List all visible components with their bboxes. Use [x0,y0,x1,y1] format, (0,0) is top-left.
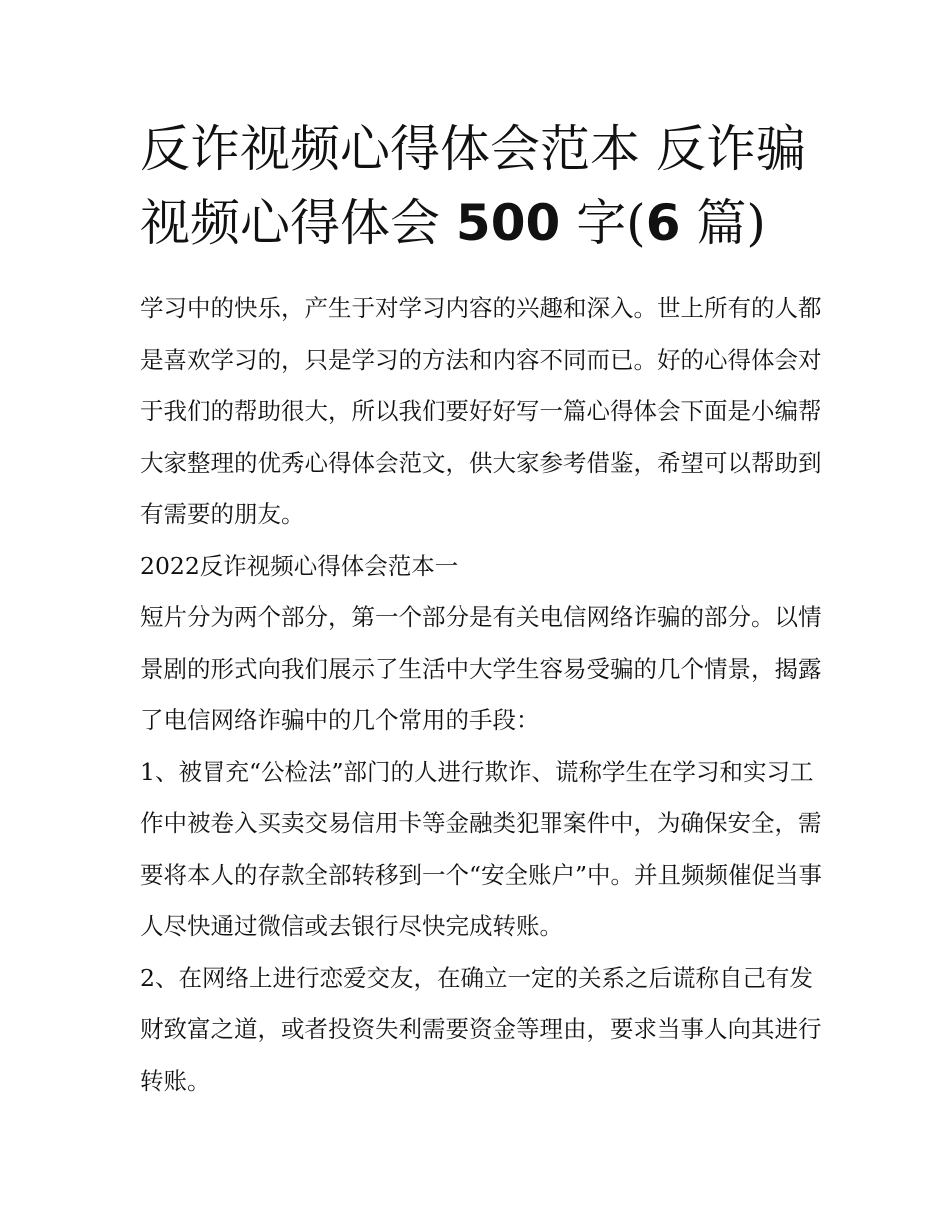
document-body [140,283,830,1107]
title-text-part3: 篇) [696,194,766,252]
title-number-500: 500 [455,194,561,252]
list-item-2: 2、在网络上进行恋爱交友，在确立一定的关系之后谎称自己有发财致富之道，或者投资失利需要资金等理由，要求当事人向其进行转账。 [140,963,822,1095]
title-number-6: 6 [645,194,681,252]
section-heading: 2022反诈视频心得体会范本一 [140,551,459,580]
paragraph-1: 短片分为两个部分，第一个部分是有关电信网络诈骗的部分。以情景剧的形式向我们展示了生活中大学生容易受骗的几个情景，揭露了电信网络诈骗中的几个常用的手段： [140,603,822,734]
document-title [140,112,820,260]
list-item-1: 1、被冒充“公检法”部门的人进行欺诈、谎称学生在学习和实习工作中被卷入买卖交易信用卡等金融类犯罪案件中，为确保安全，需要将本人的存款全部转移到一个“安全账户”中。并且频频催促当事人尽快通过微信或去银行尽快完成转账。 [140,757,823,940]
title-text-part2: 字( [576,194,646,252]
intro-paragraph: 学习中的快乐，产生于对学习内容的兴趣和深入。世上所有的人都是喜欢学习的，只是学习的方法和内容不同而已。好的心得体会对于我们的帮助很大，所以我们要好好写一篇心得体会下面是小编帮大家整理的优秀心得体会范文，供大家参考借鉴，希望可以帮助到有需要的朋友。 [140,294,822,528]
title-text-part1: 反诈视频心得体会范本 反诈骗视频心得体会 [140,120,806,252]
